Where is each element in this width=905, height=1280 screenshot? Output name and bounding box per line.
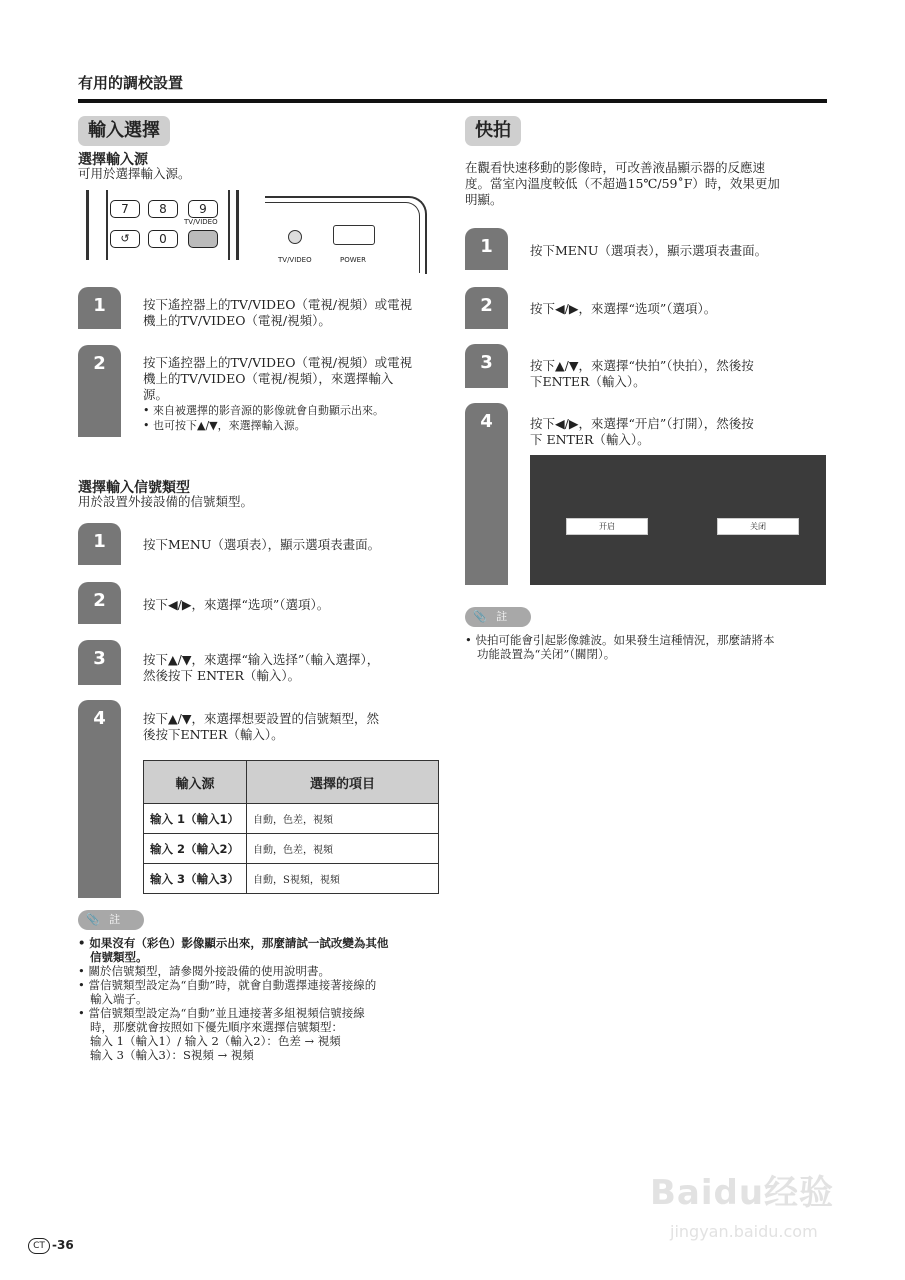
tv-tvvideo-label: TV/VIDEO — [278, 256, 312, 264]
sig-step-3-line-1: 按下▲/▼，來選擇“输入选择”（輸入選擇）， — [143, 652, 380, 667]
option-on-button[interactable]: 开启 — [566, 518, 648, 535]
sig-step-3-number: 3 — [93, 648, 106, 669]
region-badge: CT — [28, 1238, 50, 1254]
note-item-2: • 關於信號類型，請參閱外接設備的使用說明書。 — [78, 964, 330, 978]
remote-key-0: 0 — [148, 230, 178, 248]
sig-step-4-number: 4 — [93, 708, 106, 729]
table-cell-items: 自動，色差，視頻 — [247, 804, 439, 834]
qs-step-4-number: 4 — [480, 411, 493, 432]
sig-step-1-number: 1 — [93, 531, 106, 552]
note-label-left: 📎 註 — [78, 910, 144, 930]
table-cell-items: 自動，S視頻，視頻 — [247, 864, 439, 894]
heading-signal-type: 選擇輸入信號類型 — [78, 480, 190, 496]
sig-step-3-text — [143, 652, 443, 684]
note-item-1: • 如果沒有（彩色）影像顯示出來，那麼請試一試改變為其他 信號類型。 — [78, 936, 389, 964]
step-2-line-1: 按下遙控器上的TV/VIDEO（電視/視頻）或電視 — [143, 355, 413, 370]
remote-key-7: 7 — [110, 200, 140, 218]
option-off-button[interactable]: 关闭 — [717, 518, 799, 535]
qs-step-1-box — [465, 228, 508, 270]
note-label-right: 📎 註 — [465, 607, 531, 627]
note-list-left — [78, 936, 448, 1062]
step-1-box — [78, 287, 121, 329]
paperclip-icon: 📎 — [86, 913, 100, 926]
sig-step-3-line-2: 然後按下 ENTER（輸入）。 — [143, 668, 301, 683]
sig-step-2-box — [78, 582, 121, 624]
step-1-line-1: 按下遙控器上的TV/VIDEO（電視/視頻）或電視 — [143, 297, 413, 312]
table-row — [144, 834, 439, 864]
step-1-text — [143, 297, 443, 329]
tv-tvvideo-button — [288, 230, 302, 244]
sig-step-2-number: 2 — [93, 590, 106, 611]
qs-step-3-text — [530, 358, 830, 390]
step-2-text — [143, 355, 443, 433]
step-2-bullet-2: • 也可按下▲/▼，來選擇輸入源。 — [143, 419, 306, 432]
header-rule — [78, 99, 827, 103]
desc-quick-shoot — [465, 160, 830, 208]
desc-signal-type: 用於設置外接設備的信號類型。 — [78, 494, 254, 509]
step-2-box — [78, 345, 121, 437]
baidu-watermark-logo: Baidu经验 — [650, 1173, 835, 1213]
page-number: -36 — [52, 1238, 74, 1252]
note-item-4: • 當信號類型設定為“自動”並且連接著多組視頻信號接線 時，那麼就會按照如下優先順序來選擇信號類型： 输入 1（輸入1）/ 输入 2（輸入2）：色差 → 視頻 输入 3（輸入3）：S視頻 → 視頻 — [78, 1006, 365, 1062]
remote-flashback-icon: ↺ — [110, 230, 140, 248]
qs-step-2-text: 按下◀/▶，來選擇“选项”（選項）。 — [530, 301, 717, 316]
tv-power-button — [333, 225, 375, 245]
table-cell-source: 输入 2（輸入2） — [144, 834, 247, 864]
sig-step-4-line-2: 後按下ENTER（輸入）。 — [143, 727, 284, 742]
desc-line-2: 度。當室內溫度較低（不超過15℃/59˚F）時，效果更加 — [465, 176, 780, 191]
desc-input-source: 可用於選擇輸入源。 — [78, 166, 191, 181]
step-2-bullet-1: • 來自被選擇的影音源的影像就會自動顯示出來。 — [143, 404, 384, 417]
paperclip-icon: 📎 — [473, 610, 487, 623]
sig-step-1-box — [78, 523, 121, 565]
signal-type-table — [143, 760, 439, 894]
note-item-1: • 快拍可能會引起影像雜波。如果發生這種情況，那麼請將本 — [465, 633, 775, 647]
tv-power-label: POWER — [340, 256, 366, 264]
note-item-1-cont: 功能設置為“关闭”（關閉）。 — [477, 647, 616, 661]
sig-step-2-text: 按下◀/▶，來選擇“选项”（選項）。 — [143, 597, 330, 612]
remote-tvvideo-key — [188, 230, 218, 248]
remote-tvvideo-label: TV/VIDEO — [184, 218, 218, 226]
desc-line-1: 在觀看快速移動的影像時，可改善液晶顯示器的反應速 — [465, 160, 766, 175]
step-2-number: 2 — [93, 353, 106, 374]
sig-step-1-text: 按下MENU（選項表），顯示選項表畫面。 — [143, 537, 381, 552]
qs-step-2-number: 2 — [480, 295, 493, 316]
remote-tv-illustration — [78, 188, 438, 268]
table-header-items: 選擇的項目 — [247, 761, 439, 804]
qs-step-3-line-1: 按下▲/▼，來選擇“快拍”（快拍），然後按 — [530, 358, 754, 373]
remote-key-9: 9 — [188, 200, 218, 218]
section-title-quick-shoot: 快拍 — [465, 116, 521, 146]
qs-step-1-text: 按下MENU（選項表），顯示選項表畫面。 — [530, 243, 768, 258]
sig-step-4-line-1: 按下▲/▼，來選擇想要設置的信號類型，然 — [143, 711, 379, 726]
qs-step-3-line-2: 下ENTER（輸入）。 — [530, 374, 646, 389]
qs-step-1-number: 1 — [480, 236, 493, 257]
step-2-line-2: 機上的TV/VIDEO（電視/視頻），來選擇輸入 — [143, 371, 394, 386]
qs-step-2-box — [465, 287, 508, 329]
table-header-source: 輸入源 — [144, 761, 247, 804]
step-1-number: 1 — [93, 295, 106, 316]
table-row — [144, 804, 439, 834]
sig-step-4-text — [143, 711, 443, 743]
page-header-title: 有用的調校設置 — [78, 74, 184, 92]
qs-step-3-number: 3 — [480, 352, 493, 373]
desc-line-3: 明顯。 — [465, 192, 503, 207]
step-1-line-2: 機上的TV/VIDEO（電視/視頻）。 — [143, 313, 331, 328]
sig-step-4-box — [78, 700, 121, 898]
qs-step-4-line-1: 按下◀/▶，來選擇“开启”（打開），然後按 — [530, 416, 754, 431]
qs-step-3-box — [465, 344, 508, 388]
note-item-3: • 當信號類型設定為“自動”時，就會自動選擇連接著接線的 輸入端子。 — [78, 978, 377, 1006]
note-list-right — [465, 633, 830, 661]
sig-step-3-box — [78, 640, 121, 685]
baidu-watermark-url: jingyan.baidu.com — [670, 1222, 818, 1241]
heading-input-source: 選擇輸入源 — [78, 152, 148, 168]
table-cell-items: 自動，色差，視頻 — [247, 834, 439, 864]
remote-key-8: 8 — [148, 200, 178, 218]
table-cell-source: 输入 1（輸入1） — [144, 804, 247, 834]
section-title-input-select: 輸入選擇 — [78, 116, 170, 146]
table-header-row — [144, 761, 439, 804]
step-2-line-3: 源。 — [143, 387, 169, 402]
qs-step-4-box — [465, 403, 508, 585]
table-cell-source: 输入 3（輸入3） — [144, 864, 247, 894]
qs-step-4-text — [530, 416, 830, 448]
tv-menu-screen — [530, 455, 826, 585]
table-row — [144, 864, 439, 894]
qs-step-4-line-2: 下 ENTER（輸入）。 — [530, 432, 650, 447]
